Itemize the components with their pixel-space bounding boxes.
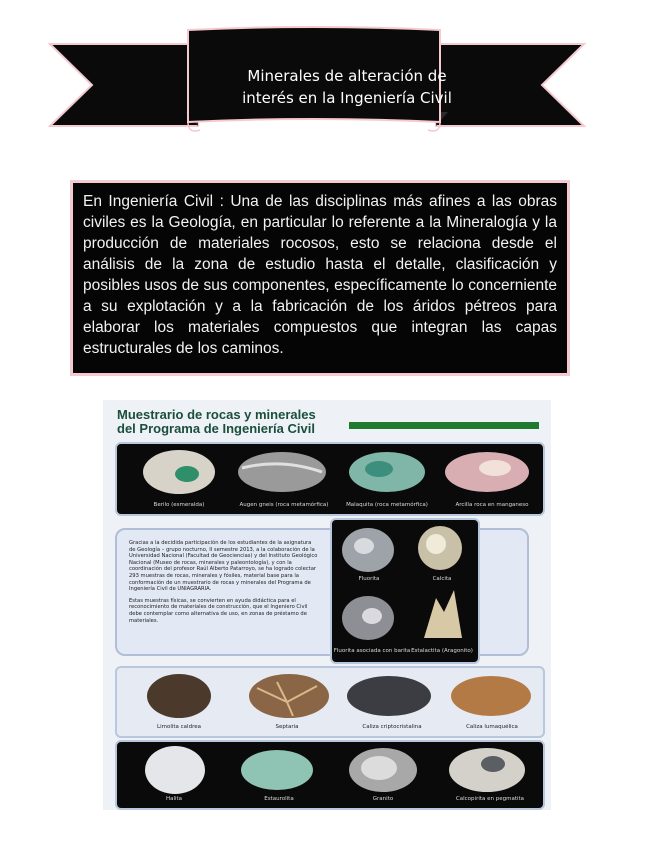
mineral-label: Estalactita (Aragonito) [411,648,473,654]
rock-label: Arcilla roca en manganeso [455,502,529,508]
banner-title: Minerales de alteración de interés en la Ingeniería Civil [242,67,452,107]
rock-row-1 [115,442,545,516]
mineral-photo-grid [330,518,480,664]
poster-title: Muestrario de rocas y minerales del Programa de Ingeniería Civil [117,407,316,436]
intro-text-box [70,180,570,376]
description-text [129,540,319,629]
mineral-samples [332,520,478,662]
poster-title-bar [349,422,539,429]
rock-sample-poster [103,400,551,810]
mineral-label: Calcita [432,576,452,582]
rock-row-3 [115,666,545,738]
title-banner [48,22,588,142]
rock-label: Malaquita (roca metamórfica) [346,502,428,508]
rock-label: Caliza criptocristalina [362,724,422,730]
description-paragraph-2: Estas muestras físicas, se convierten en ayuda didáctica para el reconocimiento de materiales de construcción, que el Ingeniero Civil debe contemplar como alternativa de uso, en zonas de préstamo de materiales. [129,597,308,624]
rock-label: Limolita caldrea [157,724,201,730]
rock-label: Calcopirita en pegmatita [455,796,525,802]
mineral-label: Fluorita [358,576,380,582]
rock-label: Berilo (esmeralda) [153,502,205,508]
mineral-label: Fluorita asociada con barita [333,648,411,654]
rock-label: Estaurolita [264,796,294,802]
rock-label: Halita [165,796,183,802]
rock-row-4 [115,740,545,810]
intro-paragraph: En Ingeniería Civil : Una de las disciplinas más afines a las obras civiles es la Geología, en particular lo referente a la Mineralogía y la producción de materiales rocosos, esto se relaciona desde el análisis de la zona de estudio hasta el detalle, clasificación y posibles usos de sus componentes, específicamente lo concerniente a su explotación y a la fabricación de los áridos pétreos para elaborar los materiales compuestos que integran las capas estructurales de los caminos. [83,193,557,357]
description-paragraph-1: Gracias a la decidida participación de los estudiantes de la asignatura de Geología – grupo nocturno, II semestre 2013, a la colaboración de la Universidad Nacional (Facultad de Geociencias) y del Instituto Geológico Nacional (Museo de rocas, minerales y paleontología), y con la coordinación del profesor Raúl Alberto Patarroyo, se ha logrado colectar 293 muestras de rocas, minerales y fósiles, material base para la conformación de un muestrario de rocas y minerales del Programa de Ingeniería Civil de UNIAGRARIA. [129,540,318,593]
rock-label: Caliza lumaquélica [466,724,518,730]
rock-label: Septaria [275,724,299,730]
rock-label: Augen gneis (roca metamórfica) [239,502,329,508]
rock-label: Granito [372,796,394,802]
